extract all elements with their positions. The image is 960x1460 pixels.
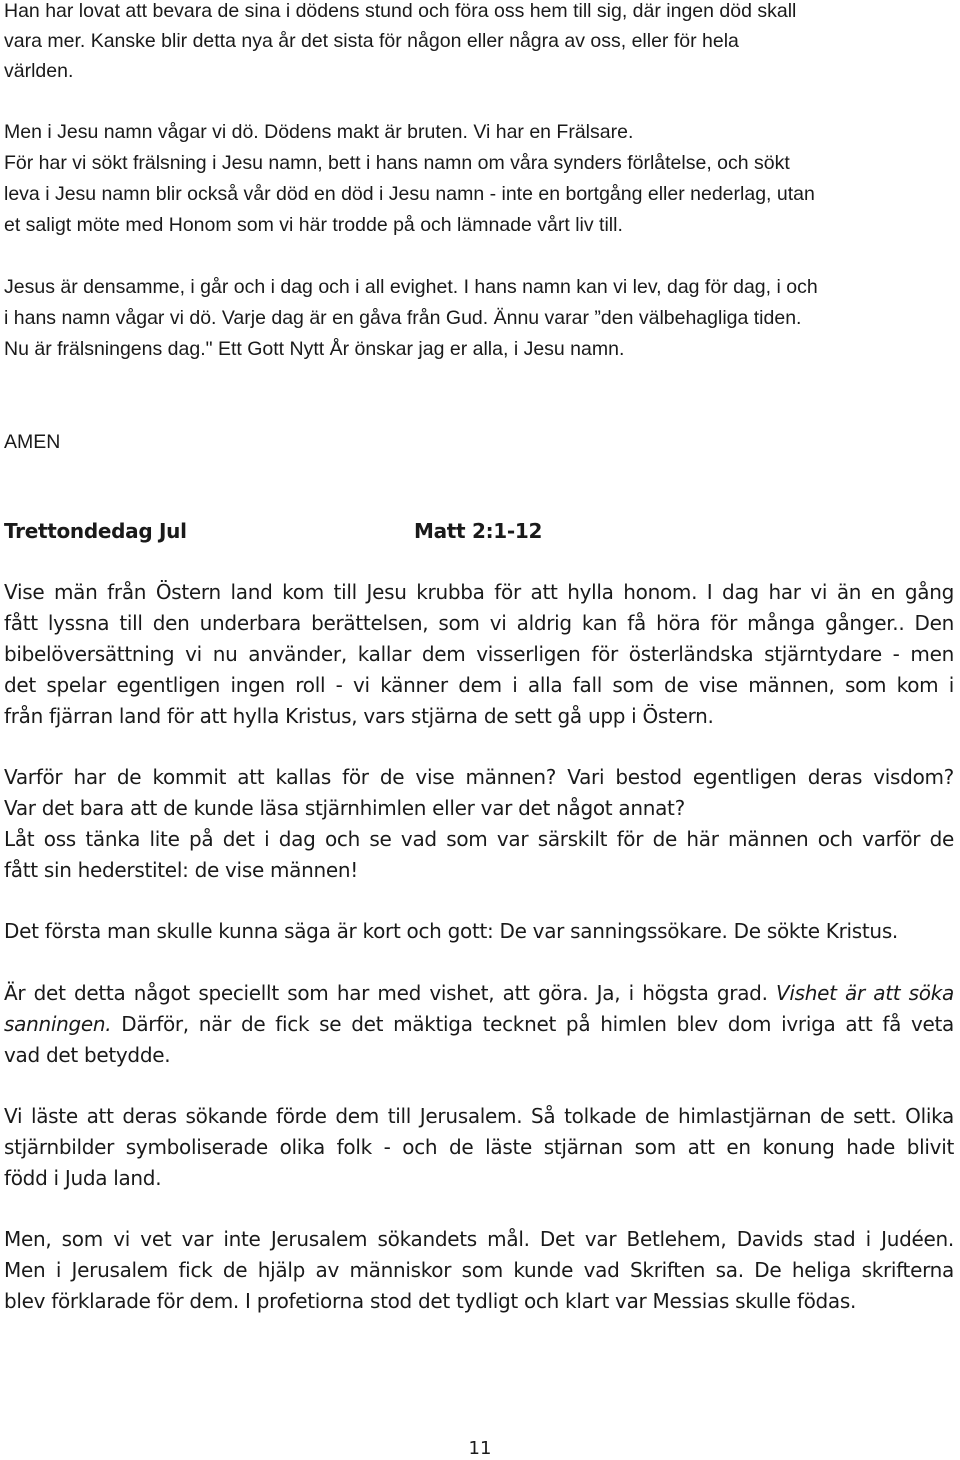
text-line: född i Juda land.: [4, 1166, 162, 1190]
text-line: Var det bara att de kunde läsa stjärnhimlen eller var det något annat?: [4, 796, 685, 820]
text-line: [4, 981, 954, 1005]
text-line: Men, som vi vet var inte Jerusalem sökandets mål. Det var Betlehem, Davids stad i Judéen.: [4, 1227, 954, 1251]
text-line: i hans namn vågar vi dö. Varje dag är en gåva från Gud. Ännu varar ”den välbehagliga tiden.: [4, 307, 802, 329]
text-line: Varför har de kommit att kallas för de vise männen? Vari bestod egentligen deras visdom?: [4, 765, 954, 789]
text-line: Nu är frälsningens dag." Ett Gott Nytt År önskar jag er alla, i Jesu namn.: [4, 338, 625, 360]
italic-text: Vishet är att söka: [776, 981, 954, 1005]
text-line: Han har lovat att bevara de sina i dödens stund och föra oss hem till sig, där ingen död skall: [4, 0, 797, 22]
text-line: stjärnbilder symboliserade olika folk - och de läste stjärnan som att en konung hade blivit: [4, 1135, 954, 1159]
page-number: 11: [468, 1438, 492, 1459]
text-line: Vi läste att deras sökande förde dem till Jerusalem. Så tolkade de himlastjärnan de sett. Olika: [4, 1104, 954, 1128]
text-segment: Är det detta något speciellt som har med vishet, att göra. Ja, i högsta grad.: [4, 981, 768, 1005]
text-line: [4, 1012, 954, 1036]
text-line: fått sin hederstitel: de vise männen!: [4, 858, 358, 882]
text-segment: Därför, när de fick se det mäktiga tecknet på himlen blev dom ivriga att få veta: [121, 1012, 954, 1036]
text-line: vad det betydde.: [4, 1043, 171, 1067]
text-line: det spelar egentligen ingen roll - vi känner dem i alla fall som de vise männen, som kom i: [4, 673, 954, 697]
text-line: blev förklarade för dem. I profetiorna stod det tydligt och klart var Messias skulle födas.: [4, 1289, 857, 1313]
section-heading: [0, 519, 960, 547]
text-line: Låt oss tänka lite på det i dag och se vad som var särskilt för de här männen och varför de: [4, 827, 954, 851]
text-line: et saligt möte med Honom som vi här trodde på och lämnade vårt liv till.: [4, 214, 623, 236]
text-line: Vise män från Östern land kom till Jesu krubba för att hylla honom. I dag har vi än en gång: [4, 580, 954, 604]
text-line: Men i Jesu namn vågar vi dö. Dödens makt är bruten. Vi har en Frälsare.: [4, 121, 634, 143]
text-line: Det första man skulle kunna säga är kort och gott: De var sanningssökare. De sökte Kristus.: [4, 919, 898, 943]
text-line: leva i Jesu namn blir också vår död en död i Jesu namn - inte en bortgång eller nederlag, utan: [4, 183, 815, 205]
text-line: fått lyssna till den underbara berättelsen, som vi aldrig kan få höra för många gånger.. Den: [4, 611, 954, 635]
text-line: från fjärran land för att hylla Kristus, vars stjärna de sett gå upp i Östern.: [4, 704, 714, 728]
italic-text: sanningen.: [4, 1012, 112, 1036]
bible-reference: Matt 2:1-12: [414, 519, 543, 543]
text-line: bibelöversättning vi nu använder, kallar dem visserligen för österländska stjärntydare - men: [4, 642, 954, 666]
amen-text: AMEN: [4, 431, 61, 453]
text-line: vara mer. Kanske blir detta nya år det sista för någon eller några av oss, eller för hela: [4, 30, 739, 52]
text-line: Jesus är densamme, i går och i dag och i all evighet. I hans namn kan vi lev, dag för dag, i och: [4, 276, 818, 298]
text-line: världen.: [4, 60, 74, 82]
text-line: För har vi sökt frälsning i Jesu namn, bett i hans namn om våra synders förlåtelse, och sökt: [4, 152, 790, 174]
text-line: Men i Jerusalem fick de hjälp av människor som kunde vad Skriften sa. De heliga skrifterna: [4, 1258, 954, 1282]
sermon-title: Trettondedag Jul: [4, 519, 187, 543]
